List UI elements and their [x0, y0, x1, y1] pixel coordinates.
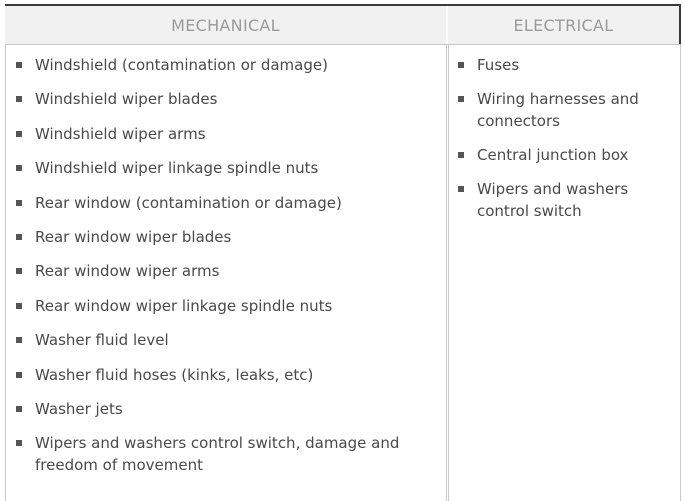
list-item-text: Windshield wiper arms	[35, 124, 206, 143]
list-item	[457, 144, 672, 166]
square-bullet-icon	[16, 234, 22, 240]
list-item	[457, 54, 672, 76]
list-item-text: Windshield wiper blades	[35, 90, 218, 109]
list-item	[15, 364, 440, 386]
square-bullet-icon	[458, 96, 464, 102]
inspection-table	[5, 4, 681, 501]
list-item	[457, 178, 672, 222]
electrical-items-list	[457, 54, 672, 234]
mechanical-column-header: MECHANICAL	[5, 6, 446, 44]
mechanical-items-list	[15, 54, 440, 489]
square-bullet-icon	[16, 165, 22, 171]
table-left-border	[5, 44, 6, 501]
list-item	[15, 88, 440, 110]
square-bullet-icon	[16, 268, 22, 274]
list-item	[15, 123, 440, 145]
list-item	[15, 329, 440, 351]
column-divider	[446, 44, 447, 501]
column-divider	[448, 44, 449, 501]
list-item-text: Wipers and washers control switch, damage and freedom of movement	[35, 434, 400, 475]
list-item-text: Fuses	[477, 56, 520, 74]
square-bullet-icon	[458, 62, 464, 68]
list-item-text: Windshield (contamination or damage)	[35, 56, 328, 74]
square-bullet-icon	[16, 303, 22, 309]
square-bullet-icon	[16, 337, 22, 343]
list-item	[15, 192, 440, 214]
square-bullet-icon	[16, 62, 22, 68]
list-item	[15, 295, 440, 317]
list-item	[15, 157, 440, 179]
list-item-text: Wiring harnesses and connectors	[477, 90, 639, 130]
list-item	[15, 432, 440, 476]
list-item-text: Wipers and washers control switch	[477, 180, 629, 220]
list-item	[457, 88, 672, 132]
list-item-text: Windshield wiper linkage spindle nuts	[35, 159, 319, 178]
square-bullet-icon	[16, 372, 22, 378]
list-item-text: Central junction box	[477, 146, 629, 164]
list-item-text: Rear window (contamination or damage)	[35, 193, 342, 212]
list-item	[15, 226, 440, 248]
square-bullet-icon	[458, 152, 464, 158]
square-bullet-icon	[16, 440, 22, 446]
square-bullet-icon	[16, 96, 22, 102]
list-item-text: Rear window wiper blades	[35, 227, 232, 246]
square-bullet-icon	[458, 186, 464, 192]
list-item-text: Rear window wiper arms	[35, 262, 220, 281]
square-bullet-icon	[16, 131, 22, 137]
list-item-text: Washer jets	[35, 399, 123, 418]
list-item	[15, 260, 440, 282]
header-bottom-border	[5, 44, 681, 45]
electrical-column-header: ELECTRICAL	[448, 6, 679, 44]
square-bullet-icon	[16, 200, 22, 206]
list-item	[15, 54, 440, 76]
list-item-text: Rear window wiper linkage spindle nuts	[35, 296, 333, 315]
table-right-edge	[679, 4, 681, 44]
list-item	[15, 398, 440, 420]
list-item-text: Washer fluid hoses (kinks, leaks, etc)	[35, 365, 314, 384]
table-right-border	[680, 44, 681, 501]
square-bullet-icon	[16, 406, 22, 412]
list-item-text: Washer fluid level	[35, 331, 169, 350]
